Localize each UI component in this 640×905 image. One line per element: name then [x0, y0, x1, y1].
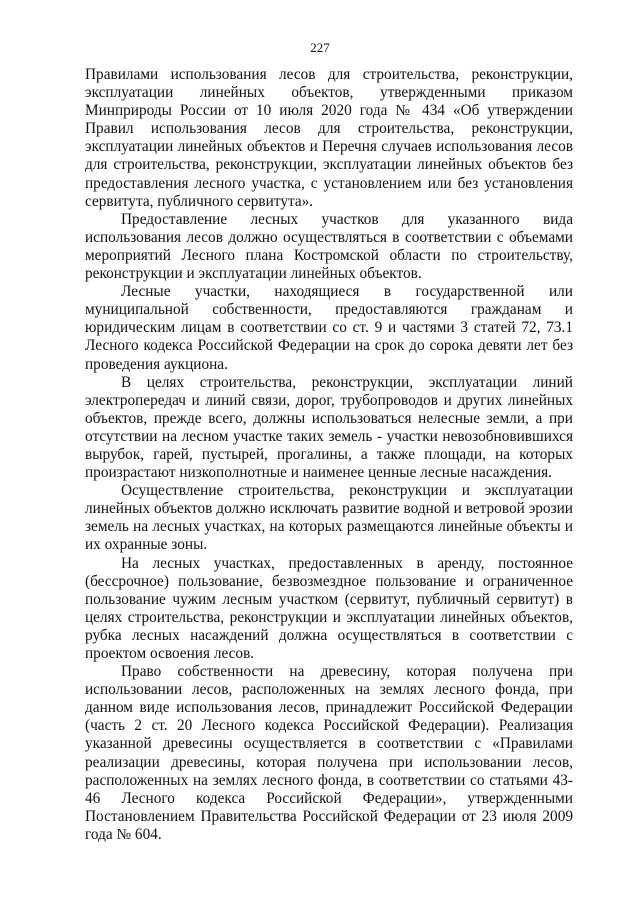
paragraph-5: Осуществление строительства, реконструкции и эксплуатации линейных объектов должно исключать развитие водной и ветровой эрозии земель на лесных участках, на которых размещаются линейные объекты и их охранные зоны. — [85, 482, 573, 554]
paragraph-6: На лесных участках, предоставленных в аренду, постоянное (бессрочное) пользование, безвозмездное пользование и ограниченное пользование чужим лесным участком (сервитут, публичный сервитут) в целях строительства, реконструкции и эксплуатации линейных объектов, рубка лесных насаждений должна осуществляться в соответствии с проектом освоения лесов. — [85, 554, 573, 662]
paragraph-4: В целях строительства, реконструкции, эксплуатации линий электропередач и линий связи, дорог, трубопроводов и других линейных объектов, прежде всего, должны использоваться нелесные земли, а при отсутствии на лесном участке таких земель - участки невозобновившихся вырубок, гарей, пустырей, прогалины, а также площади, на которых произрастают низкополнотные и наименее ценные лесные насаждения. — [85, 373, 573, 482]
paragraph-3: Лесные участки, находящиеся в государственной или муниципальной собственности, предоставляются гражданам и юридическим лицам в соответствии со ст. 9 и частями 3 статей 72, 73.1 Лесного кодекса Российской Федерации на срок до сорока девяти лет без проведения аукциона. — [85, 283, 573, 373]
paragraph-2: Предоставление лесных участков для указанного вида использования лесов должно осуществляться в соответствии с объемами мероприятий Лесного плана Костромской области по строительству, реконструкции и эксплуатации линейных объектов. — [85, 210, 573, 283]
paragraph-1-continuation: Правилами использования лесов для строительства, реконструкции, эксплуатации линейных объектов, утвержденными приказом Минприроды России от 10 июля 2020 года № 434 «Об утверждении Правил использования лесов для строительства, реконструкции, эксплуатации линейных объектов и Перечня случаев использования лесов для строительства, реконструкции, эксплуатации линейных объектов без предоставления лесного участка, с установлением или без установления сервитута, публичного сервитута». — [85, 66, 573, 210]
paragraph-7: Право собственности на древесину, которая получена при использовании лесов, расположенных на землях лесного фонда, при данном виде использования лесов, принадлежит Российской Федерации (часть 2 ст. 20 Лесного кодекса Российской Федерации). Реализация указанной древесины осуществляется в соответствии с «Правилами реализации древесины, которая получена при использовании лесов, расположенных на землях лесного фонда, в соответствии со статьями 43-46 Лесного кодекса Российской Федерации», утвержденными Постановлением Правительства Российской Федерации от 23 июля 2009 года № 604. — [85, 663, 573, 843]
page-number: 227 — [310, 40, 330, 55]
document-body — [85, 66, 573, 844]
